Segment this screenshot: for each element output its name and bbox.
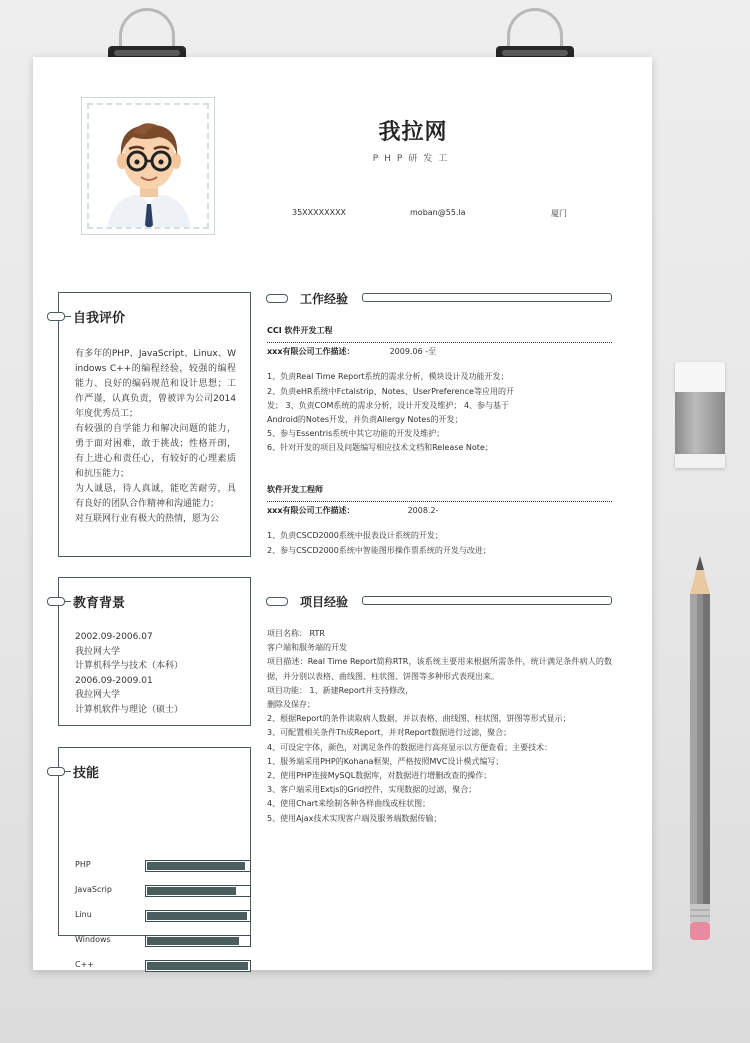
skill-level-bar: [145, 910, 251, 922]
eraser-decoration: [675, 362, 725, 468]
project-line: 3、客户端采用Extjs的Grid控件，实现数据的过滤，聚合；: [267, 785, 477, 795]
section-rule: [362, 293, 612, 302]
self-eval-paragraph: 有多年的PHP、JavaScript、Linux、Windows C++的编程经验，较强的编程能力、良好的编码规范和设计思想；工作严谨，认真负责，曾被评为公司2014年度优秀员工；: [75, 349, 236, 419]
skill-level-fill: [147, 962, 248, 970]
job-role: CCI 软件开发工程: [267, 326, 333, 335]
skill-label: Linu: [75, 910, 92, 919]
section-tab-icon: [266, 294, 288, 303]
skill-level-bar: [145, 960, 251, 972]
skill-level-fill: [147, 937, 239, 945]
job-duty: 5、参与Essentris系统中其它功能的开发及维护；: [267, 429, 445, 439]
education-line: 我拉网大学: [75, 690, 121, 700]
pencil-decoration: [686, 556, 714, 944]
project-line: 项目名称： RTR: [267, 629, 325, 638]
self-evaluation-card: [58, 292, 251, 557]
self-eval-paragraph: 为人诚恳，待人真诚，能吃苦耐劳，具有良好的团队合作精神和沟通能力；: [75, 484, 236, 509]
work-job-2: [267, 483, 612, 558]
section-tab-icon: [266, 597, 288, 606]
project-line: 项目描述：Real Time Report简称RTR，该系统主要用来根据所需条件，统计满足条件病人的数据，并分别以表格、曲线图、柱状图、饼图等多种形式表现出来。: [267, 657, 612, 681]
project-line: 3、可配置相关条件Th成Report，并对Report数据进行过滤，聚合；: [267, 728, 512, 738]
job-duty: 发； 3、负责COM系统的需求分析，设计开发及维护； 4、参与基于: [267, 400, 510, 410]
job-date: 2008.2-: [407, 506, 439, 516]
job-duty: 2、参与CSCD2000系统中智能图形操作票系统的开发与改进；: [267, 545, 491, 555]
job-duty: Android的Notes开发，并负责Allergy Notes的开发；: [267, 415, 463, 425]
self-eval-paragraph: 对互联网行业有极大的热情，愿为公: [75, 514, 220, 524]
skill-label: JavaScrip: [75, 885, 112, 894]
job-date: 2009.06 -至: [389, 347, 437, 357]
skill-label: Windows: [75, 935, 111, 944]
self-eval-paragraph: 有较强的自学能力和解决问题的能力，勇于面对困难，敢于挑战；性格开朗，有上进心和责任心，有较好的心理素质和抗压能力；: [75, 424, 236, 479]
section-tab-icon: [47, 312, 65, 321]
skill-level-fill: [147, 887, 236, 895]
section-rule: [362, 596, 612, 605]
job-title: PHP研发工: [372, 154, 454, 164]
skill-row: [75, 935, 235, 948]
project-line: 删除及保存；: [267, 700, 315, 710]
skills-title: 技能: [73, 766, 100, 781]
project-experience-header: [266, 593, 612, 609]
job-role: 软件开发工程师: [267, 485, 323, 494]
avatar-illustration: [89, 105, 209, 229]
education-line: 2002.09-2006.07: [75, 632, 153, 642]
avatar: [81, 97, 215, 235]
section-tab-icon: [47, 597, 65, 606]
skill-level-fill: [147, 862, 245, 870]
project-details: [267, 627, 612, 826]
email-address: moban@55.la: [410, 208, 466, 217]
resume-name: 我拉网: [378, 120, 448, 145]
education-line: 我拉网大学: [75, 646, 121, 657]
project-line: 4、可设定字体，颜色，对满足条件的数据进行高亮显示以方便查看；主要技术：: [267, 742, 553, 752]
project-line: 5、使用Ajax技术实现客户端及服务端数据传输；: [267, 813, 442, 823]
city: 厦门: [551, 209, 567, 218]
self-evaluation-title: 自我评价: [73, 311, 126, 326]
project-line: 2、使用PHP连接MySQL数据库，对数据进行增删改查的操作；: [267, 771, 492, 781]
work-experience-header: [266, 290, 612, 306]
work-experience-title: 工作经验: [300, 292, 349, 306]
phone-number: 35XXXXXXXX: [292, 208, 347, 217]
skill-row: [75, 860, 235, 873]
skill-level-bar: [145, 860, 251, 872]
skill-label: C++: [75, 960, 94, 969]
project-line: 1、服务端采用PHP的Kohana框架，严格按照MVC设计模式编写；: [267, 756, 504, 766]
skill-level-fill: [147, 912, 247, 920]
job-duty: 6、针对开发的项目及问题编写相应技术文档和Release Note；: [267, 443, 493, 453]
skill-level-bar: [145, 935, 251, 947]
education-card: [58, 577, 251, 726]
work-job-1: [267, 324, 612, 456]
job-duty: 1、负责CSCD2000系统中报表设计系统的开发；: [267, 531, 443, 541]
education-text: [75, 630, 236, 717]
job-duty: 2、负责eHR系统中Fctalstrip、Notes、UserPreference等应用的开: [267, 386, 514, 396]
education-line: 计算机科学与技术（本科）: [75, 661, 184, 671]
skill-row: [75, 960, 235, 973]
education-title: 教育背景: [73, 596, 126, 611]
skill-label: PHP: [75, 860, 91, 869]
skill-level-bar: [145, 885, 251, 897]
resume-page: [33, 57, 652, 970]
skill-row: [75, 910, 235, 923]
job-company: xxx有限公司工作描述：: [267, 506, 355, 516]
job-duty: 1、负责Real Time Report系统的需求分析，模块设计及功能开发；: [267, 372, 509, 382]
project-line: 项目功能： 1、新建Report并支持修改，: [267, 685, 414, 695]
section-tab-icon: [47, 767, 65, 776]
education-line: 计算机软件与理论（硕士）: [75, 704, 184, 715]
project-line: 客户端和服务端的开发: [267, 643, 347, 653]
self-evaluation-text: [75, 347, 236, 527]
project-experience-title: 项目经验: [300, 595, 349, 609]
skill-row: [75, 885, 235, 898]
job-company: xxx有限公司工作描述：: [267, 347, 355, 357]
project-line: 2、根据Report的条件读取病人数据，并以表格、曲线图、柱状图，饼图等形式显示；: [267, 714, 571, 724]
education-line: 2006.09-2009.01: [75, 675, 153, 686]
project-line: 4、使用Chart来绘制各种各样曲线或柱状图；: [267, 799, 431, 809]
skills-card: [58, 747, 251, 969]
